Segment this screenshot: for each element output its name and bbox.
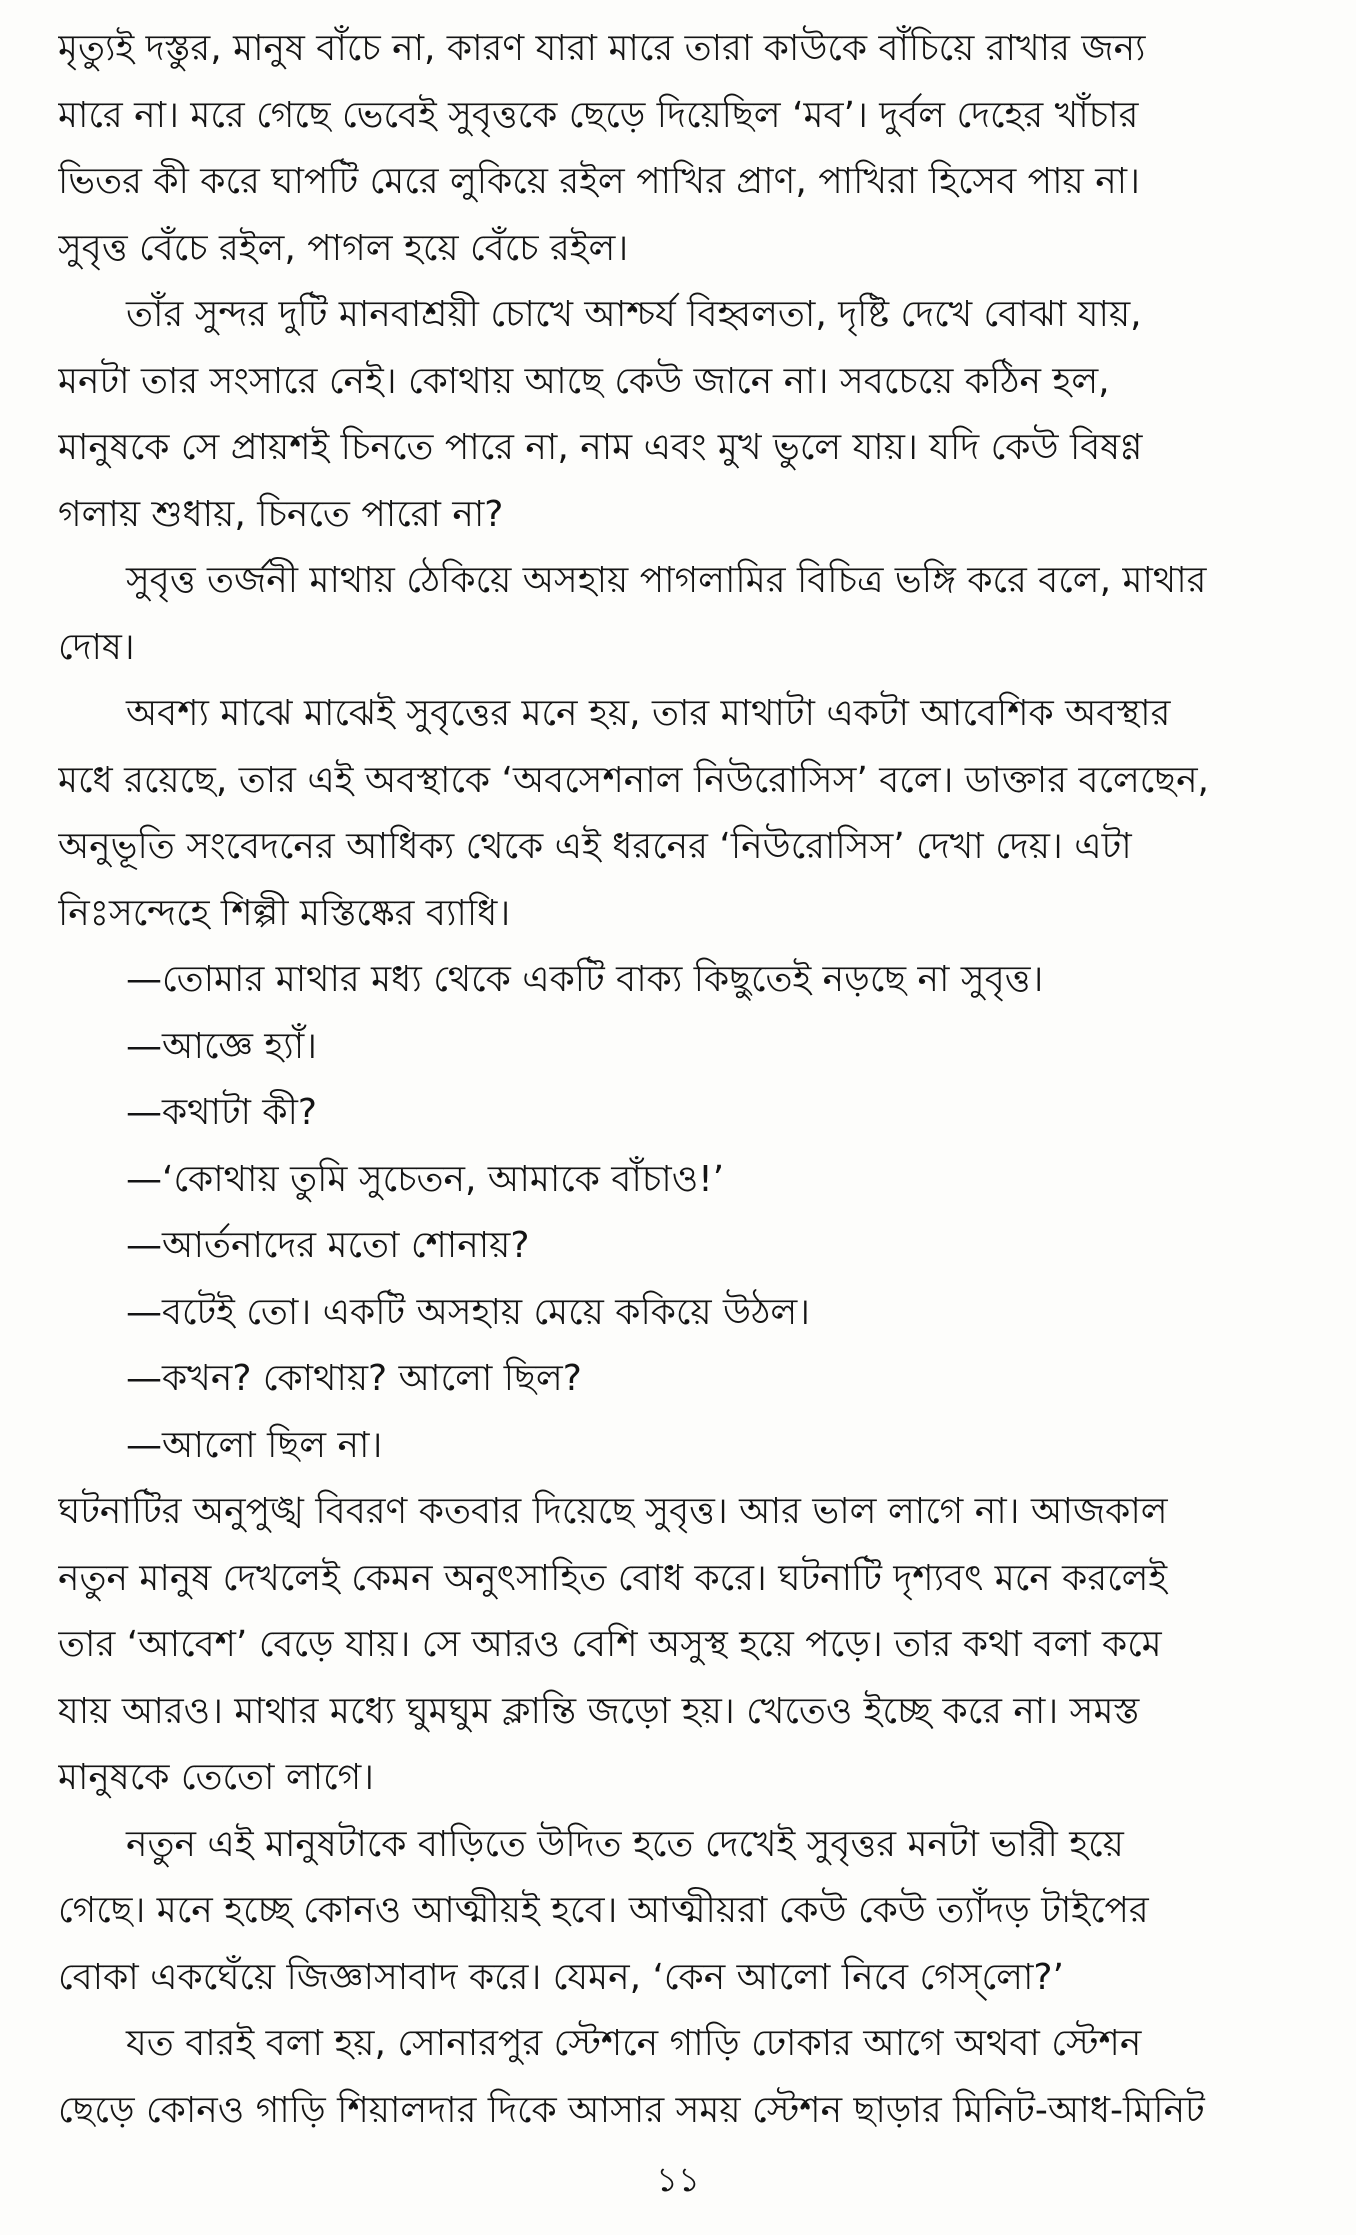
dialogue-line: —আর্তনাদের মতো শোনায়? — [126, 1225, 530, 1266]
text-line: মধে রয়েছে, তার এই অবস্থাকে ‘অবসেশনাল নিউরোসিস’ বলে। ডাক্তার বলেছেন, — [58, 759, 1210, 801]
body-text — [58, 16, 1298, 2144]
page-number: ১১ — [655, 2160, 701, 2200]
text-line: বোকা একঘেঁয়ে জিজ্ঞাসাবাদ করে। যেমন, ‘কেন আলো নিবে গেস্‌লো?’ — [58, 1956, 1064, 1998]
text-line: মানুষকে তেতো লাগে। — [58, 1757, 375, 1798]
text-line: মারে না। মরে গেছে ভেবেই সুবৃত্তকে ছেড়ে দিয়েছিল ‘মব’। দুর্বল দেহের খাঁচার — [58, 94, 1139, 136]
text-line: গলায় শুধায়, চিনতে পারো না? — [58, 493, 504, 535]
dialogue-line: —বটেই তো। একটি অসহায় মেয়ে ককিয়ে উঠল। — [126, 1291, 811, 1333]
text-line: ভিতর কী করে ঘাপটি মেরে লুকিয়ে রইল পাখির প্রাণ, পাখিরা হিসেব পায় না। — [58, 161, 1140, 202]
text-line: ছেড়ে কোনও গাড়ি শিয়ালদার দিকে আসার সময় স্টেশন ছাড়ার মিনিট-আধ-মিনিট — [58, 2089, 1205, 2131]
dialogue-line: —আজ্ঞে হ্যাঁ। — [126, 1025, 318, 1067]
paragraph-start: অবশ্য মাঝে মাঝেই সুবৃত্তের মনে হয়, তার মাথাটা একটা আবেশিক অবস্থার — [126, 693, 1171, 734]
dialogue-line: —আলো ছিল না। — [126, 1424, 383, 1466]
text-line: তার ‘আবেশ’ বেড়ে যায়। সে আরও বেশি অসুস্থ হয়ে পড়ে। তার কথা বলা কমে — [58, 1624, 1162, 1665]
paragraph-start: তাঁর সুন্দর দুটি মানবাশ্রয়ী চোখে আশ্চর্য বিহ্বলতা, দৃষ্টি দেখে বোঝা যায়, — [126, 294, 1142, 335]
text-line: নিঃসন্দেহে শিল্পী মস্তিষ্কের ব্যাধি। — [58, 892, 511, 934]
text-line: গেছে। মনে হচ্ছে কোনও আত্মীয়ই হবে। আত্মীয়রা কেউ কেউ ত্যাঁদড় টাইপের — [58, 1890, 1149, 1931]
text-line: সুবৃত্ত বেঁচে রইল, পাগল হয়ে বেঁচে রইল। — [58, 227, 629, 269]
text-line: যায় আরও। মাথার মধ্যে ঘুমঘুম ক্লান্তি জড়ো হয়। খেতেও ইচ্ছে করে না। সমস্ত — [58, 1690, 1140, 1732]
dialogue-line: —কখন? কোথায়? আলো ছিল? — [126, 1358, 582, 1399]
paragraph-start: সুবৃত্ত তর্জনী মাথায় ঠেকিয়ে অসহায় পাগলামির বিচিত্র ভঙ্গি করে বলে, মাথার — [126, 560, 1207, 601]
dialogue-line: —কথাটা কী? — [126, 1092, 318, 1133]
paragraph-start: নতুন এই মানুষটাকে বাড়িতে উদিত হতে দেখেই সুবৃত্তর মনটা ভারী হয়ে — [126, 1823, 1124, 1865]
text-line: মানুষকে সে প্রায়শই চিনতে পারে না, নাম এবং মুখ ভুলে যায়। যদি কেউ বিষণ্ণ — [58, 427, 1143, 468]
dialogue-line: —তোমার মাথার মধ্য থেকে একটি বাক্য কিছুতেই নড়ছে না সুবৃত্ত। — [126, 959, 1044, 1000]
text-line: মনটা তার সংসারে নেই। কোথায় আছে কেউ জানে না। সবচেয়ে কঠিন হল, — [58, 360, 1110, 402]
text-line: অনুভূতি সংবেদনের আধিক্য থেকে এই ধরনের ‘নিউরোসিস’ দেখা দেয়। এটা — [58, 826, 1132, 867]
text-line: মৃত্যুই দস্তুর, মানুষ বাঁচে না, কারণ যারা মারে তারা কাউকে বাঁচিয়ে রাখার জন্য — [58, 28, 1146, 69]
dialogue-line: —‘কোথায় তুমি সুচেতন, আমাকে বাঁচাও!’ — [126, 1158, 725, 1200]
paragraph-start: ঘটনাটির অনুপুঙ্খ বিবরণ কতবার দিয়েছে সুবৃত্ত। আর ভাল লাগে না। আজকাল — [58, 1491, 1168, 1532]
paragraph-start: যত বারই বলা হয়, সোনারপুর স্টেশনে গাড়ি ঢোকার আগে অথবা স্টেশন — [126, 2023, 1142, 2064]
text-line: দোষ। — [58, 626, 135, 668]
text-line: নতুন মানুষ দেখলেই কেমন অনুৎসাহিত বোধ করে। ঘটনাটি দৃশ্যবৎ মনে করলেই — [58, 1557, 1168, 1599]
